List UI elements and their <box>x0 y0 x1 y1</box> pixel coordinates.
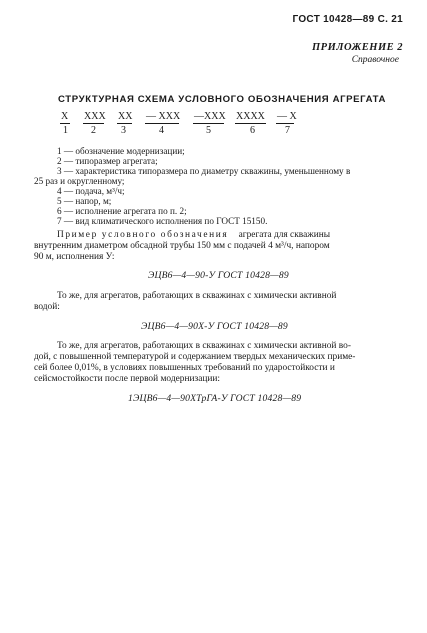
scheme-underline-4 <box>145 123 179 124</box>
variant-2-line-1: То же, для агрегатов, работающих в скважинах с химически активной во- <box>57 341 351 351</box>
scheme-underline-3 <box>117 123 132 124</box>
page-header: ГОСТ 10428—89 С. 21 <box>292 14 403 25</box>
variant-1-line-1: То же, для агрегатов, работающих в скважинах с химически активной <box>57 291 337 301</box>
variant-2-line-4: сейсмостойкости после первой модернизации: <box>34 374 221 384</box>
variant-1-line-2: водой: <box>34 302 60 312</box>
scheme-number-6: 6 <box>250 125 255 136</box>
appendix-label: ПРИЛОЖЕНИЕ 2 <box>312 42 403 53</box>
appendix-type: Справочное <box>351 55 399 65</box>
example-line-1 <box>57 230 330 241</box>
legend-item-4: 4 — подача, м³/ч; <box>57 186 125 196</box>
scheme-number-5: 5 <box>206 125 211 136</box>
variant-2-line-3: сей более 0,01%, в условиях повышенных требований по ударостойкости и <box>34 363 335 373</box>
scheme-underline-5 <box>193 123 224 124</box>
scheme-number-4: 4 <box>159 125 164 136</box>
scheme-underline-6 <box>235 123 266 124</box>
legend-item-1: 1 — обозначение модернизации; <box>57 146 185 156</box>
legend-item-6: 6 — исполнение агрегата по п. 2; <box>57 206 187 216</box>
designation-example-1: ЭЦВ6—4—90-У ГОСТ 10428—89 <box>148 270 289 281</box>
scheme-underline-1 <box>60 123 70 124</box>
scheme-number-1: 1 <box>63 125 68 136</box>
example-line-3: 90 м, исполнения У: <box>34 252 115 262</box>
scheme-number-2: 2 <box>91 125 96 136</box>
scheme-field-6: XXXX <box>236 111 265 122</box>
legend-item-3-cont: 25 раз и округленному; <box>34 176 125 186</box>
scheme-underline-2 <box>83 123 104 124</box>
scheme-number-3: 3 <box>121 125 126 136</box>
scheme-field-5: —XXX <box>194 111 226 122</box>
scheme-field-7: — X <box>277 111 297 122</box>
legend-item-2: 2 — типоразмер агрегата; <box>57 156 158 166</box>
scheme-field-1: X <box>61 111 69 122</box>
example-lead: Пример условного обозначения <box>57 230 229 240</box>
legend-item-5: 5 — напор, м; <box>57 196 112 206</box>
scheme-field-4: — XXX <box>146 111 181 122</box>
legend-item-3: 3 — характеристика типоразмера по диаметру скважины, уменьшенному в <box>57 166 351 176</box>
legend-item-7: 7 — вид климатического исполнения по ГОСТ 15150. <box>57 216 268 226</box>
scheme-number-7: 7 <box>285 125 290 136</box>
scheme-underline-7 <box>276 123 294 124</box>
scheme-field-3: XX <box>118 111 133 122</box>
example-line-2: внутренним диаметром обсадной трубы 150 мм с подачей 4 м³/ч, напором <box>34 241 330 251</box>
designation-example-3: 1ЭЦВ6—4—90ХТрГА-У ГОСТ 10428—89 <box>128 393 302 404</box>
example-line-1-rest: агрегата для скважины <box>238 230 331 240</box>
variant-2-line-2: дой, с повышенной температурой и содержанием твердых механических приме- <box>34 352 356 362</box>
document-title: СТРУКТУРНАЯ СХЕМА УСЛОВНОГО ОБОЗНАЧЕНИЯ АГРЕГАТА <box>58 94 386 105</box>
scheme-field-2: XXX <box>84 111 106 122</box>
designation-example-2: ЭЦВ6—4—90Х-У ГОСТ 10428—89 <box>141 321 288 332</box>
